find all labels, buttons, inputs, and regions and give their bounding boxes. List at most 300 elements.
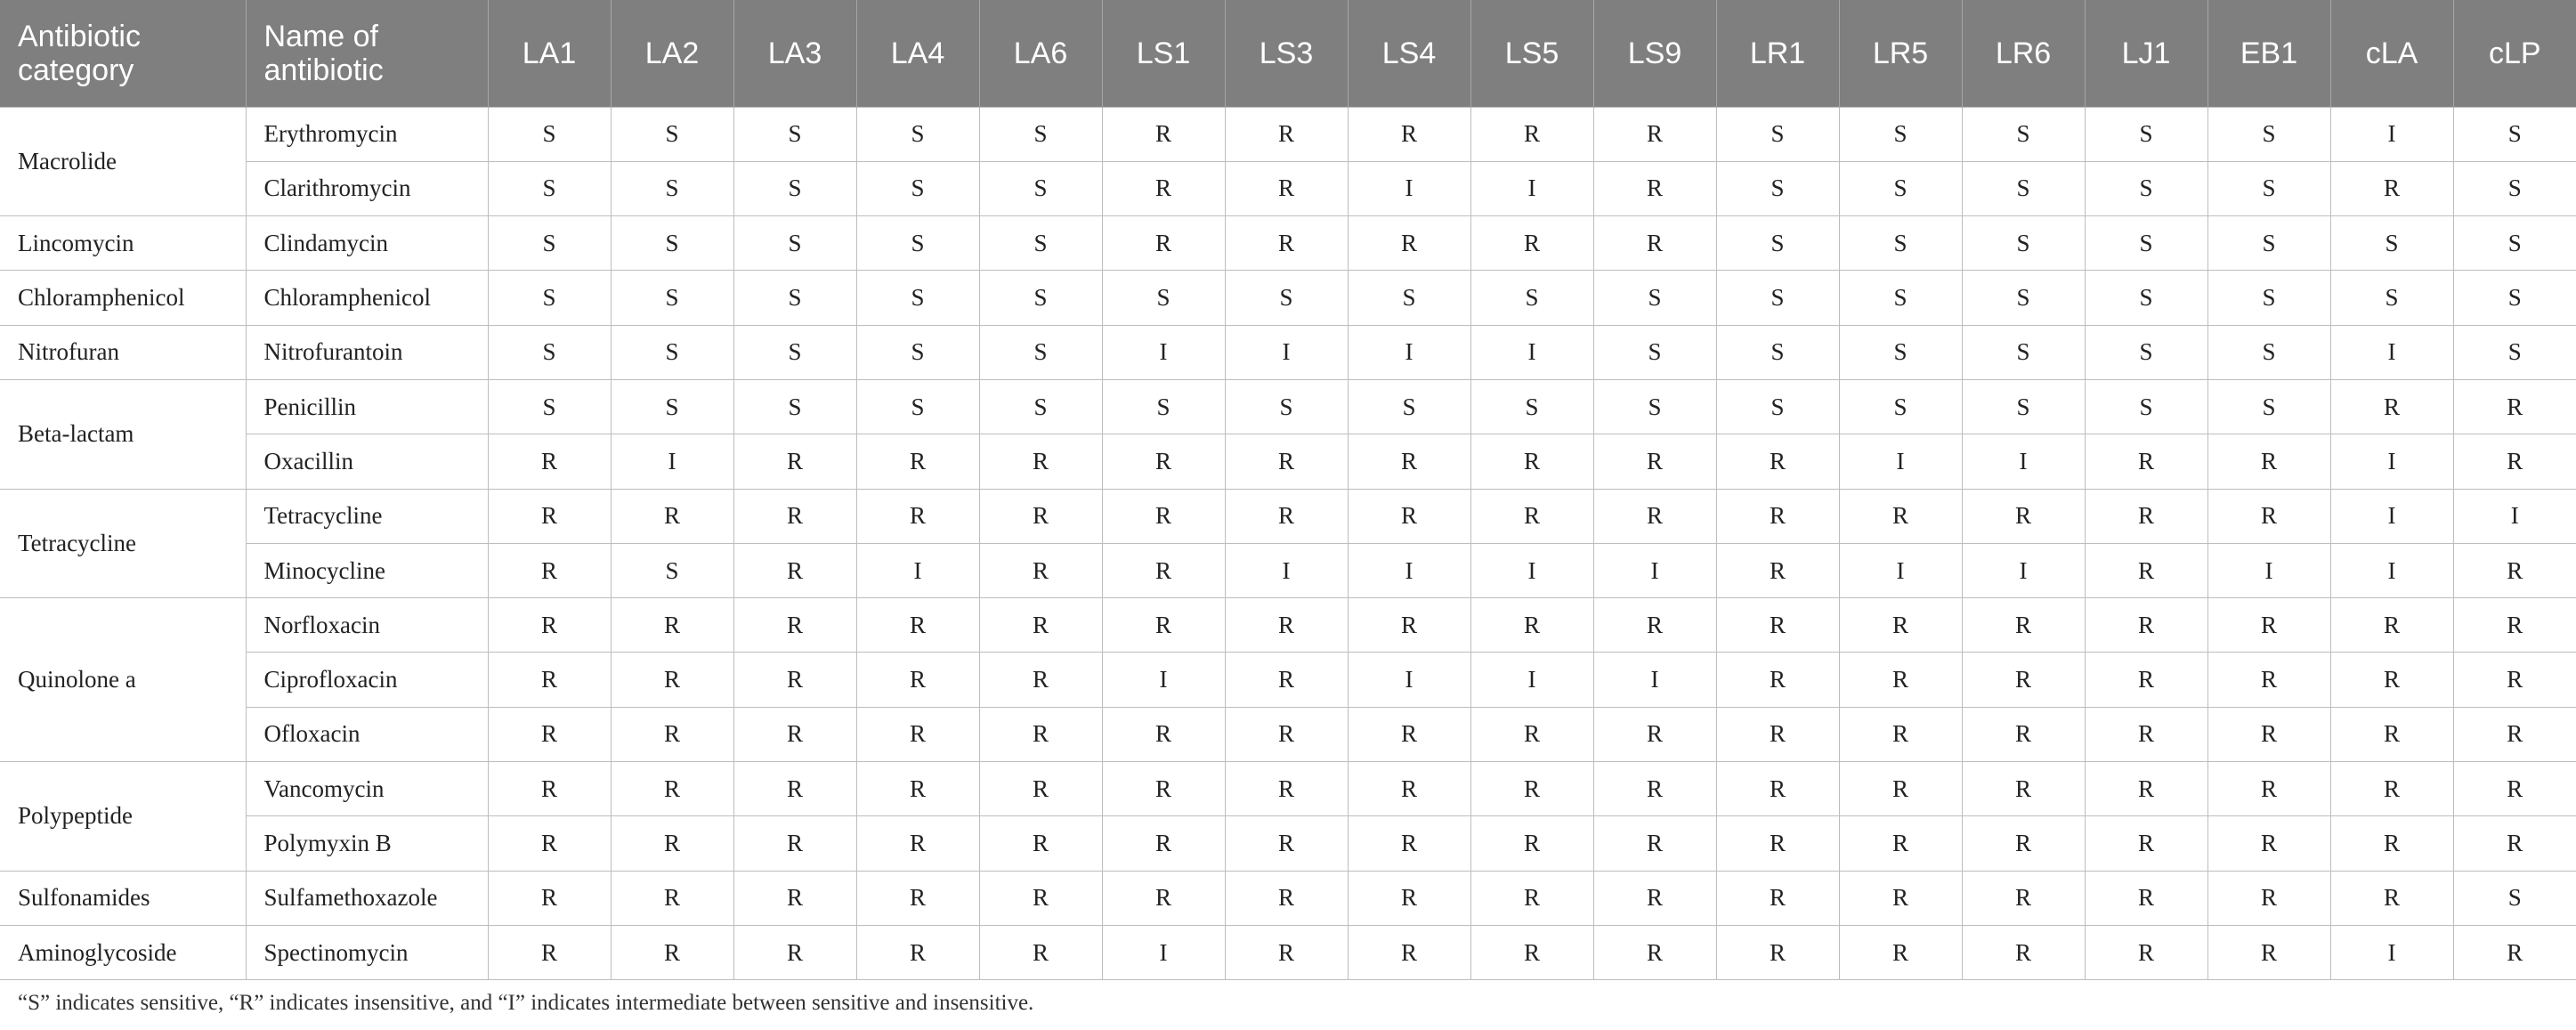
table-row bbox=[0, 871, 2576, 925]
susceptibility-value-cell: R bbox=[1470, 107, 1593, 161]
susceptibility-value-cell: R bbox=[488, 871, 611, 925]
header-isolate-ls1: LS1 bbox=[1102, 0, 1225, 107]
susceptibility-value-cell: S bbox=[2453, 216, 2576, 271]
susceptibility-value-cell: S bbox=[856, 161, 979, 215]
susceptibility-value-cell: S bbox=[1839, 379, 1962, 434]
susceptibility-value-cell: R bbox=[2453, 434, 2576, 489]
antibiotic-name-cell: Oxacillin bbox=[246, 434, 488, 489]
susceptibility-value-cell: R bbox=[488, 434, 611, 489]
table-row bbox=[0, 489, 2576, 543]
table-row bbox=[0, 925, 2576, 979]
susceptibility-value-cell: S bbox=[1102, 271, 1225, 325]
susceptibility-value-cell: R bbox=[1102, 216, 1225, 271]
susceptibility-value-cell: R bbox=[2453, 816, 2576, 871]
header-isolate-lr5: LR5 bbox=[1839, 0, 1962, 107]
header-isolate-eb1: EB1 bbox=[2207, 0, 2330, 107]
susceptibility-value-cell: S bbox=[611, 161, 733, 215]
header-isolate-la2: LA2 bbox=[611, 0, 733, 107]
table-row bbox=[0, 107, 2576, 161]
susceptibility-value-cell: R bbox=[1962, 489, 2085, 543]
susceptibility-value-cell: R bbox=[1348, 107, 1470, 161]
susceptibility-value-cell: R bbox=[488, 707, 611, 761]
susceptibility-value-cell: S bbox=[488, 379, 611, 434]
susceptibility-value-cell: R bbox=[1470, 871, 1593, 925]
susceptibility-value-cell: I bbox=[1470, 325, 1593, 379]
antibiotic-category-cell: Tetracycline bbox=[0, 489, 246, 598]
susceptibility-value-cell: R bbox=[2085, 816, 2207, 871]
susceptibility-value-cell: S bbox=[1962, 271, 2085, 325]
table-body bbox=[0, 107, 2576, 980]
susceptibility-value-cell: I bbox=[2330, 434, 2453, 489]
susceptibility-value-cell: S bbox=[1962, 161, 2085, 215]
susceptibility-value-cell: S bbox=[856, 271, 979, 325]
antibiotic-name-cell: Erythromycin bbox=[246, 107, 488, 161]
susceptibility-value-cell: R bbox=[1962, 598, 2085, 653]
susceptibility-value-cell: R bbox=[1348, 489, 1470, 543]
table-row bbox=[0, 653, 2576, 707]
susceptibility-value-cell: I bbox=[1839, 543, 1962, 597]
susceptibility-value-cell: I bbox=[2330, 543, 2453, 597]
susceptibility-value-cell: S bbox=[1962, 325, 2085, 379]
susceptibility-value-cell: R bbox=[1839, 707, 1962, 761]
susceptibility-value-cell: R bbox=[856, 816, 979, 871]
susceptibility-value-cell: I bbox=[2330, 489, 2453, 543]
susceptibility-value-cell: R bbox=[2207, 871, 2330, 925]
susceptibility-value-cell: R bbox=[611, 707, 733, 761]
susceptibility-value-cell: S bbox=[1348, 379, 1470, 434]
susceptibility-value-cell: R bbox=[488, 653, 611, 707]
susceptibility-value-cell: S bbox=[856, 325, 979, 379]
header-isolate-ls5: LS5 bbox=[1470, 0, 1593, 107]
susceptibility-value-cell: S bbox=[2453, 325, 2576, 379]
susceptibility-value-cell: S bbox=[1716, 161, 1839, 215]
susceptibility-value-cell: S bbox=[2453, 271, 2576, 325]
susceptibility-value-cell: R bbox=[2085, 543, 2207, 597]
susceptibility-value-cell: R bbox=[488, 598, 611, 653]
susceptibility-value-cell: R bbox=[856, 707, 979, 761]
susceptibility-value-cell: I bbox=[1102, 325, 1225, 379]
susceptibility-value-cell: R bbox=[1593, 489, 1716, 543]
susceptibility-value-cell: R bbox=[1225, 161, 1348, 215]
susceptibility-value-cell: S bbox=[488, 216, 611, 271]
table-row bbox=[0, 216, 2576, 271]
susceptibility-value-cell: R bbox=[488, 543, 611, 597]
susceptibility-value-cell: R bbox=[1225, 762, 1348, 816]
susceptibility-value-cell: R bbox=[2330, 871, 2453, 925]
susceptibility-value-cell: S bbox=[1962, 107, 2085, 161]
susceptibility-value-cell: S bbox=[2085, 379, 2207, 434]
susceptibility-value-cell: R bbox=[1225, 925, 1348, 979]
susceptibility-value-cell: R bbox=[1716, 871, 1839, 925]
susceptibility-value-cell: I bbox=[2330, 325, 2453, 379]
susceptibility-value-cell: S bbox=[856, 107, 979, 161]
antibiotic-category-cell: Polypeptide bbox=[0, 762, 246, 872]
susceptibility-value-cell: R bbox=[2330, 816, 2453, 871]
susceptibility-value-cell: R bbox=[733, 598, 856, 653]
susceptibility-value-cell: S bbox=[2207, 161, 2330, 215]
susceptibility-value-cell: R bbox=[1962, 707, 2085, 761]
susceptibility-value-cell: S bbox=[979, 161, 1102, 215]
susceptibility-value-cell: R bbox=[1593, 434, 1716, 489]
susceptibility-value-cell: R bbox=[1593, 925, 1716, 979]
susceptibility-value-cell: S bbox=[2330, 216, 2453, 271]
susceptibility-value-cell: S bbox=[856, 379, 979, 434]
susceptibility-value-cell: S bbox=[611, 325, 733, 379]
table-row bbox=[0, 707, 2576, 761]
susceptibility-value-cell: R bbox=[2453, 707, 2576, 761]
susceptibility-value-cell: S bbox=[488, 325, 611, 379]
susceptibility-value-cell: S bbox=[2085, 216, 2207, 271]
susceptibility-value-cell: R bbox=[979, 434, 1102, 489]
susceptibility-value-cell: R bbox=[1716, 707, 1839, 761]
susceptibility-value-cell: R bbox=[1593, 598, 1716, 653]
susceptibility-value-cell: R bbox=[1348, 216, 1470, 271]
susceptibility-value-cell: S bbox=[2085, 161, 2207, 215]
susceptibility-value-cell: R bbox=[979, 816, 1102, 871]
susceptibility-value-cell: I bbox=[1470, 653, 1593, 707]
susceptibility-value-cell: R bbox=[1962, 871, 2085, 925]
susceptibility-value-cell: R bbox=[1716, 434, 1839, 489]
susceptibility-value-cell: S bbox=[2330, 271, 2453, 325]
susceptibility-value-cell: R bbox=[2453, 598, 2576, 653]
susceptibility-value-cell: R bbox=[733, 653, 856, 707]
susceptibility-value-cell: S bbox=[488, 161, 611, 215]
antibiotic-name-cell: Sulfamethoxazole bbox=[246, 871, 488, 925]
antibiotic-category-cell: Macrolide bbox=[0, 107, 246, 216]
susceptibility-value-cell: R bbox=[1225, 598, 1348, 653]
susceptibility-value-cell: R bbox=[733, 762, 856, 816]
susceptibility-value-cell: R bbox=[2085, 434, 2207, 489]
susceptibility-value-cell: R bbox=[1839, 871, 1962, 925]
susceptibility-value-cell: R bbox=[1225, 489, 1348, 543]
susceptibility-value-cell: S bbox=[2207, 107, 2330, 161]
table-row bbox=[0, 543, 2576, 597]
susceptibility-value-cell: R bbox=[2453, 379, 2576, 434]
susceptibility-value-cell: I bbox=[1348, 543, 1470, 597]
susceptibility-value-cell: S bbox=[488, 107, 611, 161]
susceptibility-value-cell: I bbox=[2330, 107, 2453, 161]
susceptibility-value-cell: R bbox=[1962, 653, 2085, 707]
susceptibility-value-cell: R bbox=[1225, 216, 1348, 271]
susceptibility-value-cell: S bbox=[733, 325, 856, 379]
susceptibility-value-cell: R bbox=[1102, 543, 1225, 597]
susceptibility-value-cell: S bbox=[1839, 216, 1962, 271]
susceptibility-value-cell: R bbox=[2207, 598, 2330, 653]
susceptibility-value-cell: R bbox=[2330, 379, 2453, 434]
susceptibility-value-cell: S bbox=[1593, 379, 1716, 434]
header-isolate-la1: LA1 bbox=[488, 0, 611, 107]
antibiotic-name-cell: Polymyxin B bbox=[246, 816, 488, 871]
header-isolate-cla: cLA bbox=[2330, 0, 2453, 107]
susceptibility-value-cell: R bbox=[1102, 489, 1225, 543]
susceptibility-value-cell: R bbox=[979, 871, 1102, 925]
header-name-of-antibiotic: Name of antibiotic bbox=[246, 0, 488, 107]
antibiotic-category-cell: Lincomycin bbox=[0, 216, 246, 271]
susceptibility-value-cell: R bbox=[2453, 762, 2576, 816]
susceptibility-value-cell: S bbox=[611, 379, 733, 434]
susceptibility-value-cell: R bbox=[1225, 107, 1348, 161]
susceptibility-value-cell: R bbox=[2085, 653, 2207, 707]
susceptibility-value-cell: R bbox=[733, 925, 856, 979]
susceptibility-value-cell: I bbox=[1593, 653, 1716, 707]
antibiotic-category-cell: Nitrofuran bbox=[0, 325, 246, 379]
susceptibility-value-cell: R bbox=[1102, 871, 1225, 925]
susceptibility-value-cell: R bbox=[979, 762, 1102, 816]
susceptibility-value-cell: S bbox=[979, 216, 1102, 271]
susceptibility-value-cell: R bbox=[1470, 434, 1593, 489]
susceptibility-value-cell: R bbox=[1348, 871, 1470, 925]
header-isolate-lj1: LJ1 bbox=[2085, 0, 2207, 107]
susceptibility-value-cell: R bbox=[733, 871, 856, 925]
susceptibility-value-cell: R bbox=[2085, 762, 2207, 816]
susceptibility-value-cell: S bbox=[1716, 216, 1839, 271]
header-isolate-ls4: LS4 bbox=[1348, 0, 1470, 107]
antibiotic-category-cell: Beta-lactam bbox=[0, 379, 246, 489]
susceptibility-value-cell: R bbox=[1470, 216, 1593, 271]
antibiotic-name-cell: Penicillin bbox=[246, 379, 488, 434]
susceptibility-value-cell: S bbox=[2207, 216, 2330, 271]
susceptibility-value-cell: S bbox=[1962, 379, 2085, 434]
susceptibility-value-cell: R bbox=[1962, 816, 2085, 871]
susceptibility-value-cell: R bbox=[2330, 598, 2453, 653]
susceptibility-value-cell: R bbox=[979, 598, 1102, 653]
susceptibility-value-cell: R bbox=[856, 925, 979, 979]
susceptibility-value-cell: S bbox=[1102, 379, 1225, 434]
susceptibility-value-cell: R bbox=[1839, 925, 1962, 979]
table-row bbox=[0, 434, 2576, 489]
susceptibility-value-cell: S bbox=[1716, 107, 1839, 161]
susceptibility-value-cell: R bbox=[1593, 216, 1716, 271]
susceptibility-value-cell: R bbox=[856, 762, 979, 816]
susceptibility-value-cell: R bbox=[1348, 762, 1470, 816]
antibiotic-category-cell: Quinolone a bbox=[0, 598, 246, 762]
susceptibility-value-cell: S bbox=[1593, 271, 1716, 325]
susceptibility-value-cell: R bbox=[856, 871, 979, 925]
susceptibility-value-cell: S bbox=[611, 216, 733, 271]
susceptibility-value-cell: R bbox=[1716, 925, 1839, 979]
susceptibility-value-cell: R bbox=[979, 707, 1102, 761]
susceptibility-value-cell: S bbox=[2085, 325, 2207, 379]
susceptibility-value-cell: S bbox=[2453, 161, 2576, 215]
susceptibility-value-cell: S bbox=[1716, 325, 1839, 379]
susceptibility-value-cell: S bbox=[2207, 379, 2330, 434]
susceptibility-value-cell: S bbox=[1839, 271, 1962, 325]
susceptibility-value-cell: I bbox=[2207, 543, 2330, 597]
susceptibility-value-cell: R bbox=[1102, 107, 1225, 161]
antibiotic-category-cell: Sulfonamides bbox=[0, 871, 246, 925]
susceptibility-value-cell: R bbox=[2207, 489, 2330, 543]
table-row bbox=[0, 161, 2576, 215]
susceptibility-value-cell: R bbox=[1225, 707, 1348, 761]
susceptibility-value-cell: R bbox=[1716, 543, 1839, 597]
antibiotic-category-cell: Chloramphenicol bbox=[0, 271, 246, 325]
susceptibility-value-cell: S bbox=[733, 107, 856, 161]
antibiotic-name-cell: Clindamycin bbox=[246, 216, 488, 271]
susceptibility-value-cell: R bbox=[611, 653, 733, 707]
table-row bbox=[0, 325, 2576, 379]
susceptibility-value-cell: R bbox=[1470, 816, 1593, 871]
susceptibility-value-cell: S bbox=[1225, 379, 1348, 434]
susceptibility-value-cell: R bbox=[2085, 871, 2207, 925]
susceptibility-value-cell: R bbox=[2330, 653, 2453, 707]
susceptibility-value-cell: I bbox=[1962, 434, 2085, 489]
susceptibility-value-cell: I bbox=[1962, 543, 2085, 597]
susceptibility-value-cell: S bbox=[733, 271, 856, 325]
susceptibility-value-cell: R bbox=[611, 871, 733, 925]
table-header bbox=[0, 0, 2576, 107]
susceptibility-value-cell: R bbox=[2330, 161, 2453, 215]
susceptibility-value-cell: R bbox=[1225, 816, 1348, 871]
susceptibility-value-cell: R bbox=[1102, 816, 1225, 871]
susceptibility-value-cell: S bbox=[611, 107, 733, 161]
susceptibility-value-cell: S bbox=[1593, 325, 1716, 379]
susceptibility-value-cell: R bbox=[1839, 762, 1962, 816]
susceptibility-value-cell: S bbox=[1716, 271, 1839, 325]
susceptibility-value-cell: R bbox=[1348, 925, 1470, 979]
susceptibility-value-cell: S bbox=[1348, 271, 1470, 325]
susceptibility-value-cell: I bbox=[1225, 543, 1348, 597]
susceptibility-value-cell: S bbox=[979, 271, 1102, 325]
susceptibility-value-cell: S bbox=[2085, 271, 2207, 325]
susceptibility-value-cell: R bbox=[1348, 434, 1470, 489]
susceptibility-value-cell: R bbox=[1593, 707, 1716, 761]
susceptibility-value-cell: R bbox=[1470, 762, 1593, 816]
table-row bbox=[0, 816, 2576, 871]
susceptibility-value-cell: R bbox=[1102, 598, 1225, 653]
susceptibility-value-cell: S bbox=[1962, 216, 2085, 271]
susceptibility-value-cell: R bbox=[611, 762, 733, 816]
susceptibility-value-cell: R bbox=[1839, 489, 1962, 543]
susceptibility-value-cell: R bbox=[733, 434, 856, 489]
antibiotic-name-cell: Chloramphenicol bbox=[246, 271, 488, 325]
susceptibility-value-cell: R bbox=[2330, 707, 2453, 761]
susceptibility-value-cell: R bbox=[2207, 816, 2330, 871]
susceptibility-value-cell: R bbox=[856, 598, 979, 653]
susceptibility-value-cell: R bbox=[488, 489, 611, 543]
susceptibility-value-cell: R bbox=[1962, 762, 2085, 816]
susceptibility-value-cell: R bbox=[1716, 762, 1839, 816]
susceptibility-value-cell: R bbox=[1839, 816, 1962, 871]
header-antibiotic-category: Antibiotic category bbox=[0, 0, 246, 107]
susceptibility-value-cell: R bbox=[1348, 598, 1470, 653]
antibiotic-name-cell: Minocycline bbox=[246, 543, 488, 597]
susceptibility-value-cell: S bbox=[488, 271, 611, 325]
susceptibility-value-cell: R bbox=[1348, 816, 1470, 871]
susceptibility-value-cell: R bbox=[611, 816, 733, 871]
header-isolate-ls9: LS9 bbox=[1593, 0, 1716, 107]
susceptibility-value-cell: R bbox=[2330, 762, 2453, 816]
header-isolate-clp: cLP bbox=[2453, 0, 2576, 107]
susceptibility-value-cell: R bbox=[611, 925, 733, 979]
header-isolate-la4: LA4 bbox=[856, 0, 979, 107]
susceptibility-value-cell: S bbox=[979, 107, 1102, 161]
susceptibility-value-cell: R bbox=[1348, 707, 1470, 761]
antibiotic-name-cell: Ofloxacin bbox=[246, 707, 488, 761]
susceptibility-value-cell: R bbox=[2207, 925, 2330, 979]
susceptibility-value-cell: I bbox=[1102, 925, 1225, 979]
susceptibility-value-cell: S bbox=[611, 543, 733, 597]
susceptibility-value-cell: R bbox=[2207, 707, 2330, 761]
susceptibility-value-cell: S bbox=[1470, 379, 1593, 434]
antibiotic-category-cell: Aminoglycoside bbox=[0, 925, 246, 979]
susceptibility-value-cell: I bbox=[2453, 489, 2576, 543]
susceptibility-value-cell: S bbox=[1839, 325, 1962, 379]
header-isolate-la3: LA3 bbox=[733, 0, 856, 107]
antibiotic-name-cell: Nitrofurantoin bbox=[246, 325, 488, 379]
susceptibility-value-cell: I bbox=[611, 434, 733, 489]
susceptibility-value-cell: R bbox=[1102, 434, 1225, 489]
susceptibility-value-cell: S bbox=[1839, 107, 1962, 161]
susceptibility-value-cell: R bbox=[488, 925, 611, 979]
susceptibility-value-cell: S bbox=[1225, 271, 1348, 325]
table-row bbox=[0, 598, 2576, 653]
susceptibility-value-cell: R bbox=[733, 489, 856, 543]
susceptibility-value-cell: S bbox=[979, 325, 1102, 379]
susceptibility-value-cell: R bbox=[2207, 434, 2330, 489]
susceptibility-value-cell: R bbox=[1716, 816, 1839, 871]
susceptibility-value-cell: R bbox=[733, 816, 856, 871]
susceptibility-value-cell: R bbox=[979, 543, 1102, 597]
susceptibility-value-cell: I bbox=[2330, 925, 2453, 979]
susceptibility-value-cell: R bbox=[1839, 598, 1962, 653]
susceptibility-value-cell: R bbox=[488, 816, 611, 871]
susceptibility-value-cell: R bbox=[1102, 707, 1225, 761]
susceptibility-value-cell: S bbox=[979, 379, 1102, 434]
susceptibility-value-cell: S bbox=[1839, 161, 1962, 215]
susceptibility-value-cell: R bbox=[979, 925, 1102, 979]
susceptibility-value-cell: I bbox=[1839, 434, 1962, 489]
antibiotic-name-cell: Spectinomycin bbox=[246, 925, 488, 979]
susceptibility-value-cell: S bbox=[2085, 107, 2207, 161]
table-footnote: “S” indicates sensitive, “R” indicates insensitive, and “I” indicates intermediate between sensitive and insensitive. bbox=[18, 991, 1034, 1015]
susceptibility-value-cell: S bbox=[2207, 325, 2330, 379]
susceptibility-value-cell: S bbox=[733, 161, 856, 215]
susceptibility-value-cell: S bbox=[1716, 379, 1839, 434]
susceptibility-value-cell: S bbox=[611, 271, 733, 325]
susceptibility-value-cell: I bbox=[1348, 325, 1470, 379]
susceptibility-value-cell: R bbox=[1225, 653, 1348, 707]
table-row bbox=[0, 271, 2576, 325]
susceptibility-value-cell: R bbox=[979, 653, 1102, 707]
susceptibility-value-cell: I bbox=[1593, 543, 1716, 597]
susceptibility-value-cell: R bbox=[856, 489, 979, 543]
susceptibility-value-cell: R bbox=[1593, 816, 1716, 871]
susceptibility-value-cell: S bbox=[733, 379, 856, 434]
susceptibility-value-cell: R bbox=[856, 653, 979, 707]
susceptibility-value-cell: R bbox=[733, 707, 856, 761]
susceptibility-value-cell: S bbox=[733, 216, 856, 271]
susceptibility-value-cell: R bbox=[1102, 161, 1225, 215]
susceptibility-value-cell: R bbox=[1470, 707, 1593, 761]
susceptibility-value-cell: I bbox=[1348, 161, 1470, 215]
susceptibility-value-cell: R bbox=[1102, 762, 1225, 816]
susceptibility-value-cell: S bbox=[2207, 271, 2330, 325]
susceptibility-value-cell: R bbox=[1962, 925, 2085, 979]
susceptibility-value-cell: R bbox=[1716, 653, 1839, 707]
header-isolate-lr1: LR1 bbox=[1716, 0, 1839, 107]
susceptibility-value-cell: R bbox=[1593, 762, 1716, 816]
susceptibility-value-cell: R bbox=[2453, 653, 2576, 707]
susceptibility-value-cell: I bbox=[1348, 653, 1470, 707]
susceptibility-value-cell: S bbox=[856, 216, 979, 271]
table-row bbox=[0, 762, 2576, 816]
susceptibility-value-cell: S bbox=[1470, 271, 1593, 325]
antibiotic-name-cell: Clarithromycin bbox=[246, 161, 488, 215]
susceptibility-value-cell: R bbox=[488, 762, 611, 816]
susceptibility-value-cell: R bbox=[2085, 707, 2207, 761]
susceptibility-value-cell: I bbox=[1470, 543, 1593, 597]
susceptibility-value-cell: R bbox=[2085, 925, 2207, 979]
